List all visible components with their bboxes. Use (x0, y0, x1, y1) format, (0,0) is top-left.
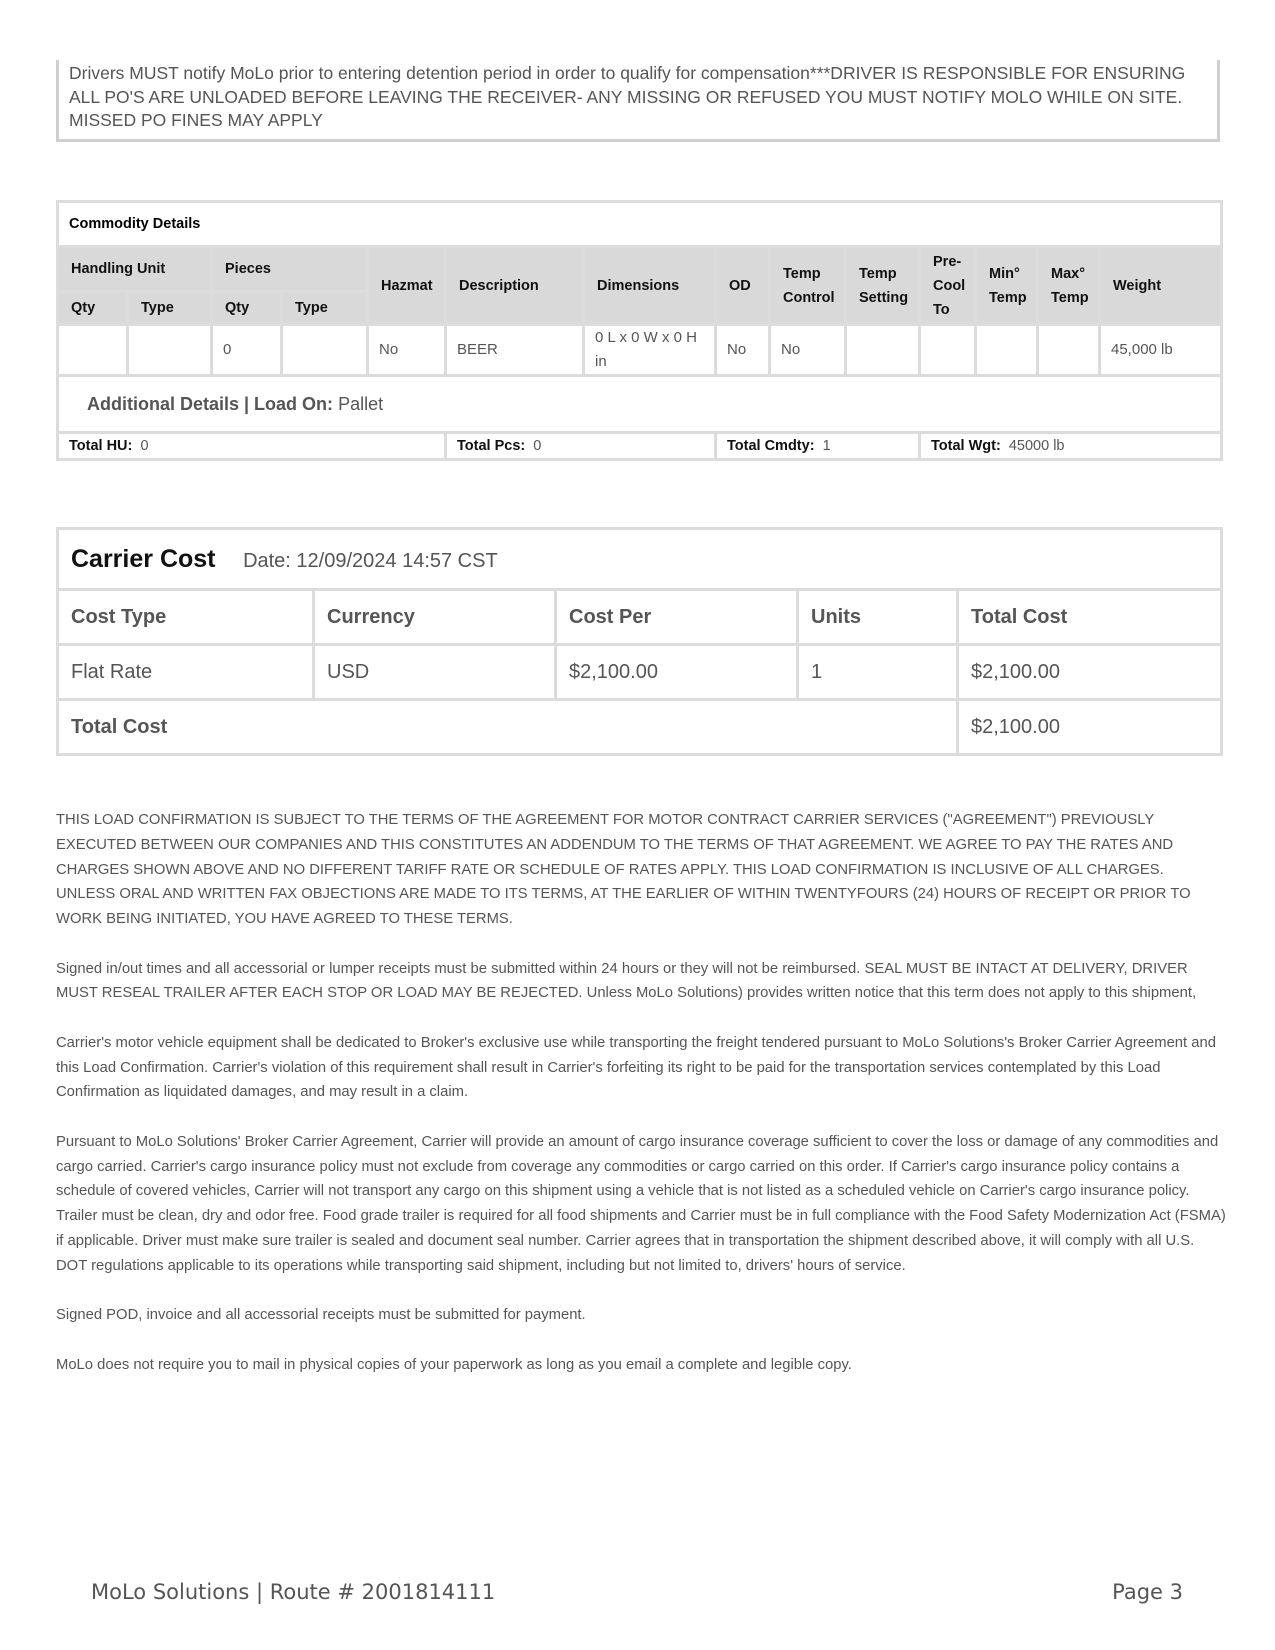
header-od: OD (716, 247, 770, 325)
terms-paragraph: THIS LOAD CONFIRMATION IS SUBJECT TO THE TERMS OF THE AGREEMENT FOR MOTOR CONTRACT CARRIER SERVICES ("AGREEMENT") PREVIOUSLY EXECUTED BETWEEN OUR COMPANIES AND THIS CONSTITUTES AN ADDENDUM TO THE TERMS OF THAT AGREEMENT. WE AGREE TO PAY THE RATES AND CHARGES SHOWN ABOVE AND NO DIFFERENT TARIFF RATE OR SCHEDULE OF RATES APPLY. THIS LOAD CONFIRMATION IS INCLUSIVE OF ALL CHARGES. UNLESS ORAL AND WRITTEN FAX OBJECTIONS ARE MADE TO ITS TERMS, AT THE EARLIER OF WITHIN TWENTYFOURS (24) HOURS OF RECEIPT OR PRIOR TO WORK BEING INITIATED, YOU HAVE AGREED TO THESE TERMS. (56, 812, 1191, 928)
total-cost-value: $2,100.00 (958, 700, 1222, 755)
terms-paragraph: Pursuant to MoLo Solutions' Broker Carrier Agreement, Carrier will provide an amount of cargo insurance coverage sufficient to cover the loss or damage of any commodities and cargo carried. Carrier's cargo insurance policy must not exclude from coverage any commodities or cargo carried on this order. If Carrier's cargo insurance policy contains a schedule of covered vehicles, Carrier will not transport any cargo on this shipment using a vehicle that is not listed as a scheduled vehicle on Carrier's cargo insurance policy. Trailer must be clean, dry and odor free. Food grade trailer is required for all food shipments and Carrier must be in full compliance with the Food Safety Modernization Act (FSMA) if applicable. Driver must make sure trailer is sealed and document seal number. Carrier agrees that in transportation the shipment described above, it will comply with all U.S. DOT regulations applicable to its operations while transporting said shipment, including but not limited to, drivers' hours of service. (56, 1133, 1226, 1274)
table-row (58, 645, 1222, 700)
header-hazmat: Hazmat (368, 247, 446, 325)
cell-pre-cool (920, 325, 976, 376)
header-currency: Currency (314, 590, 556, 645)
total-pcs-value: 0 (533, 438, 542, 454)
header-pcs-type: Type (282, 292, 368, 325)
terms-paragraph: Carrier's motor vehicle equipment shall be dedicated to Broker's exclusive use while transporting the freight tendered pursuant to MoLo Solutions's Broker Carrier Agreement and this Load Confirmation. Carrier's violation of this requirement shall result in Carrier's forfeiting its right to be paid for the transportation services contemplated by this Load Confirmation as liquidated damages, and may result in a claim. (56, 1034, 1216, 1101)
header-max-temp: Max° Temp (1038, 247, 1100, 325)
header-description: Description (446, 247, 584, 325)
header-dimensions: Dimensions (584, 247, 716, 325)
table-row (58, 325, 1222, 376)
header-handling-unit: Handling Unit (58, 247, 212, 292)
total-cmdty-value: 1 (822, 438, 831, 454)
commodity-details-table (56, 200, 1223, 461)
header-pre-cool: Pre- Cool To (920, 247, 976, 325)
terms-paragraph: MoLo does not require you to mail in physical copies of your paperwork as long as you email a complete and legible copy. (56, 1356, 852, 1373)
cell-hazmat: No (368, 325, 446, 376)
cell-total-cost: $2,100.00 (958, 645, 1222, 700)
carrier-cost-header (58, 529, 1222, 590)
total-hu-value: 0 (140, 438, 149, 454)
terms-section (56, 808, 1226, 1402)
total-hu-label: Total HU: (69, 438, 133, 454)
cell-pcs-qty: 0 (212, 325, 282, 376)
header-hu-type: Type (128, 292, 212, 325)
total-pcs-label: Total Pcs: (457, 438, 526, 454)
header-min-temp: Min° Temp (976, 247, 1038, 325)
header-units: Units (798, 590, 958, 645)
cell-weight: 45,000 lb (1100, 325, 1222, 376)
header-pcs-qty: Qty (212, 292, 282, 325)
carrier-cost-date: Date: 12/09/2024 14:57 CST (243, 549, 498, 572)
header-hu-qty: Qty (58, 292, 128, 325)
header-temp-control: Temp Control (770, 247, 846, 325)
cell-hu-type (128, 325, 212, 376)
carrier-cost-table (56, 527, 1223, 756)
header-total-cost: Total Cost (958, 590, 1222, 645)
commodity-title: Commodity Details (58, 202, 1222, 247)
cell-temp-setting (846, 325, 920, 376)
cell-currency: USD (314, 645, 556, 700)
cell-min-temp (976, 325, 1038, 376)
total-pcs (446, 433, 716, 460)
total-cmdty-label: Total Cmdty: (727, 438, 815, 454)
carrier-cost-title: Carrier Cost (71, 544, 216, 573)
footer-route: MoLo Solutions | Route # 2001814111 (91, 1580, 496, 1604)
terms-paragraph: Signed POD, invoice and all accessorial receipts must be submitted for payment. (56, 1307, 586, 1324)
header-cost-type: Cost Type (58, 590, 314, 645)
total-wgt-value: 45000 lb (1008, 438, 1065, 454)
cell-temp-control: No (770, 325, 846, 376)
load-on-value: Pallet (338, 393, 384, 414)
header-pieces: Pieces (212, 247, 368, 292)
header-temp-setting: Temp Setting (846, 247, 920, 325)
total-cmdty (716, 433, 920, 460)
footer-page-number: Page 3 (1112, 1580, 1183, 1604)
cell-cost-per: $2,100.00 (556, 645, 798, 700)
additional-details (58, 376, 1222, 433)
cell-units: 1 (798, 645, 958, 700)
cell-dimensions: 0 L x 0 W x 0 H in (584, 325, 716, 376)
cell-hu-qty (58, 325, 128, 376)
total-wgt-label: Total Wgt: (931, 438, 1001, 454)
terms-paragraph: Signed in/out times and all accessorial or lumper receipts must be submitted within 24 hours or they will not be reimbursed. SEAL MUST BE INTACT AT DELIVERY, DRIVER MUST RESEAL TRAILER AFTER EACH STOP OR LOAD MAY BE REJECTED. Unless MoLo Solutions) provides written notice that this term does not apply to this shipment, (56, 960, 1197, 1002)
header-weight: Weight (1100, 247, 1222, 325)
cell-pcs-type (282, 325, 368, 376)
header-cost-per: Cost Per (556, 590, 798, 645)
cell-max-temp (1038, 325, 1100, 376)
cell-cost-type: Flat Rate (58, 645, 314, 700)
cell-description: BEER (446, 325, 584, 376)
additional-details-label: Additional Details | Load On: (87, 393, 334, 414)
cell-od: No (716, 325, 770, 376)
total-hu (58, 433, 446, 460)
total-cost-label: Total Cost (58, 700, 958, 755)
driver-notice: Drivers MUST notify MoLo prior to entering detention period in order to qualify for compensation***DRIVER IS RESPONSIBLE FOR ENSURING ALL PO'S ARE UNLOADED BEFORE LEAVING THE RECEIVER- ANY MISSING OR REFUSED YOU MUST NOTIFY MOLO WHILE ON SITE. MISSED PO FINES MAY APPLY (56, 60, 1220, 142)
total-wgt (920, 433, 1222, 460)
